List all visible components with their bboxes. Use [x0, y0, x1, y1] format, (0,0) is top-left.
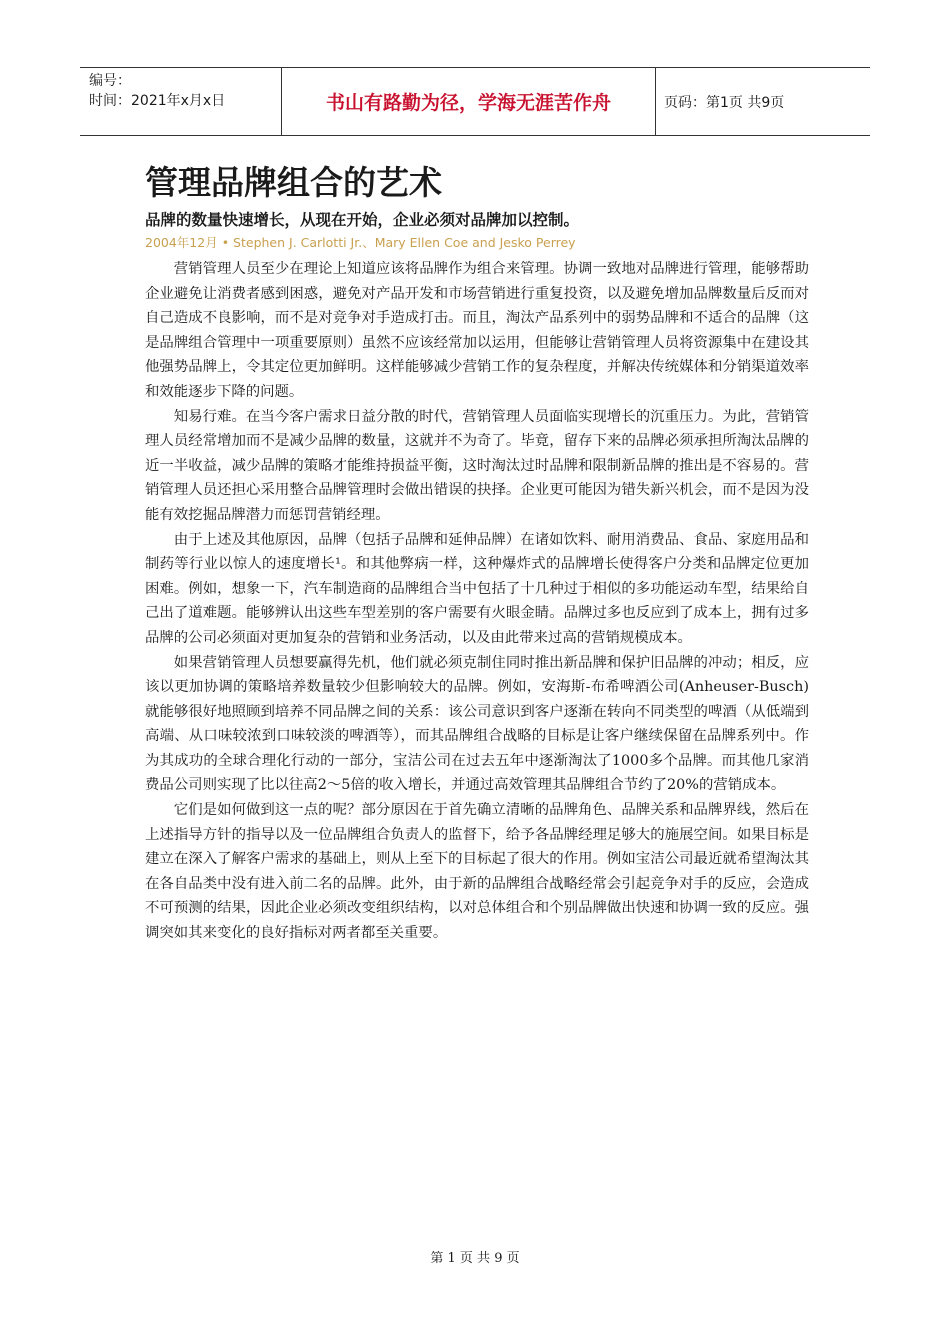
article-title: 管理品牌组合的艺术 — [145, 163, 442, 202]
paragraph: 营销管理人员至少在理论上知道应该将品牌作为组合来管理。协调一致地对品牌进行管理，能够帮助企业避免让消费者感到困惑，避免对产品开发和市场营销进行重复投资，以及避免增加品牌数量后反而对自己造成不良影响，而不是对竞争对手造成打击。而且，淘汰产品系列中的弱势品牌和不适合的品牌（这是品牌组合管理中一项重要原则）虽然不应该经常加以运用，但能够让营销管理人员将资源集中在建设其他强势品牌上，令其定位更加鲜明。这样能够减少营销工作的复杂程度，并解决传统媒体和分销渠道效率和效能逐步下降的问题。 — [145, 261, 809, 400]
header-motto: 书山有路勤为径，学海无涯苦作舟 — [282, 68, 656, 135]
paragraph: 如果营销管理人员想要赢得先机，他们就必须克制住同时推出新品牌和保护旧品牌的冲动；相反，应该以更加协调的策略培养数量较少但影响较大的品牌。例如，安海斯-布希啤酒公司(Anheuser-Busch)就能够很好地照顾到培养不同品牌之间的关系：该公司意识到客户逐渐在转向不同类型的啤酒（从低端到高端、从口味较浓到口味较淡的啤酒等），而其品牌组合战略的目标是让客户继续保留在品牌系列中。作为其成功的全球合理化行动的一部分，宝洁公司在过去五年中逐渐淘汰了1000多个品牌。而其他几家消费品公司则实现了比以往高2～5倍的收入增长，并通过高效管理其品牌组合节约了20%的营销成本。 — [145, 654, 809, 794]
article — [145, 158, 809, 946]
document-time-label: 时间：2021年x月x日 — [89, 93, 226, 109]
article-byline: 2004年12月 • Stephen J. Carlotti Jr.、Mary Ellen Coe and Jesko Perrey — [145, 235, 576, 250]
article-subtitle: 品牌的数量快速增长，从现在开始，企业必须对品牌加以控制。 — [145, 211, 580, 229]
page-footer: 第 1 页 共 9 页 — [430, 1251, 520, 1266]
header-meta — [80, 68, 282, 135]
header-page-number: 页码：第1页 共9页 — [664, 94, 785, 111]
article-body — [145, 257, 809, 946]
paragraph: 由于上述及其他原因，品牌（包括子品牌和延伸品牌）在诸如饮料、耐用消费品、食品、家庭用品和制药等行业以惊人的速度增长¹。和其他弊病一样，这种爆炸式的品牌增长使得客户分类和品牌定位更加困难。例如，想象一下，汽车制造商的品牌组合当中包括了十几种过于相似的多功能运动车型，结果给自己出了道难题。能够辨认出这些车型差别的客户需要有火眼金睛。品牌过多也反应到了成本上，拥有过多品牌的公司必须面对更加复杂的营销和业务活动，以及由此带来过高的营销规模成本。 — [145, 531, 809, 646]
page-header — [80, 67, 870, 136]
document-number-label: 编号： — [89, 73, 131, 89]
paragraph: 它们是如何做到这一点的呢？部分原因在于首先确立清晰的品牌角色、品牌关系和品牌界线，然后在上述指导方针的指导以及一位品牌组合负责人的监督下，给予各品牌经理足够大的施展空间。如果目标是建立在深入了解客户需求的基础上，则从上至下的目标起了很大的作用。例如宝洁公司最近就希望淘汰其在各自品类中没有进入前二名的品牌。此外，由于新的品牌组合战略经常会引起竞争对手的反应，会造成不可预测的结果，因此企业必须改变组织结构，以对总体组合和个别品牌做出快速和协调一致的反应。强调突如其来变化的良好指标对两者都至关重要。 — [145, 802, 809, 942]
paragraph: 知易行难。在当今客户需求日益分散的时代，营销管理人员面临实现增长的沉重压力。为此，营销管理人员经常增加而不是减少品牌的数量，这就并不为奇了。毕竟，留存下来的品牌必须承担所淘汰品牌的近一半收益，减少品牌的策略才能维持损益平衡，这时淘汰过时品牌和限制新品牌的推出是不容易的。营销管理人员还担心采用整合品牌管理时会做出错误的抉择。企业更可能因为错失新兴机会，而不是因为没能有效挖掘品牌潜力而惩罚营销经理。 — [145, 408, 809, 523]
